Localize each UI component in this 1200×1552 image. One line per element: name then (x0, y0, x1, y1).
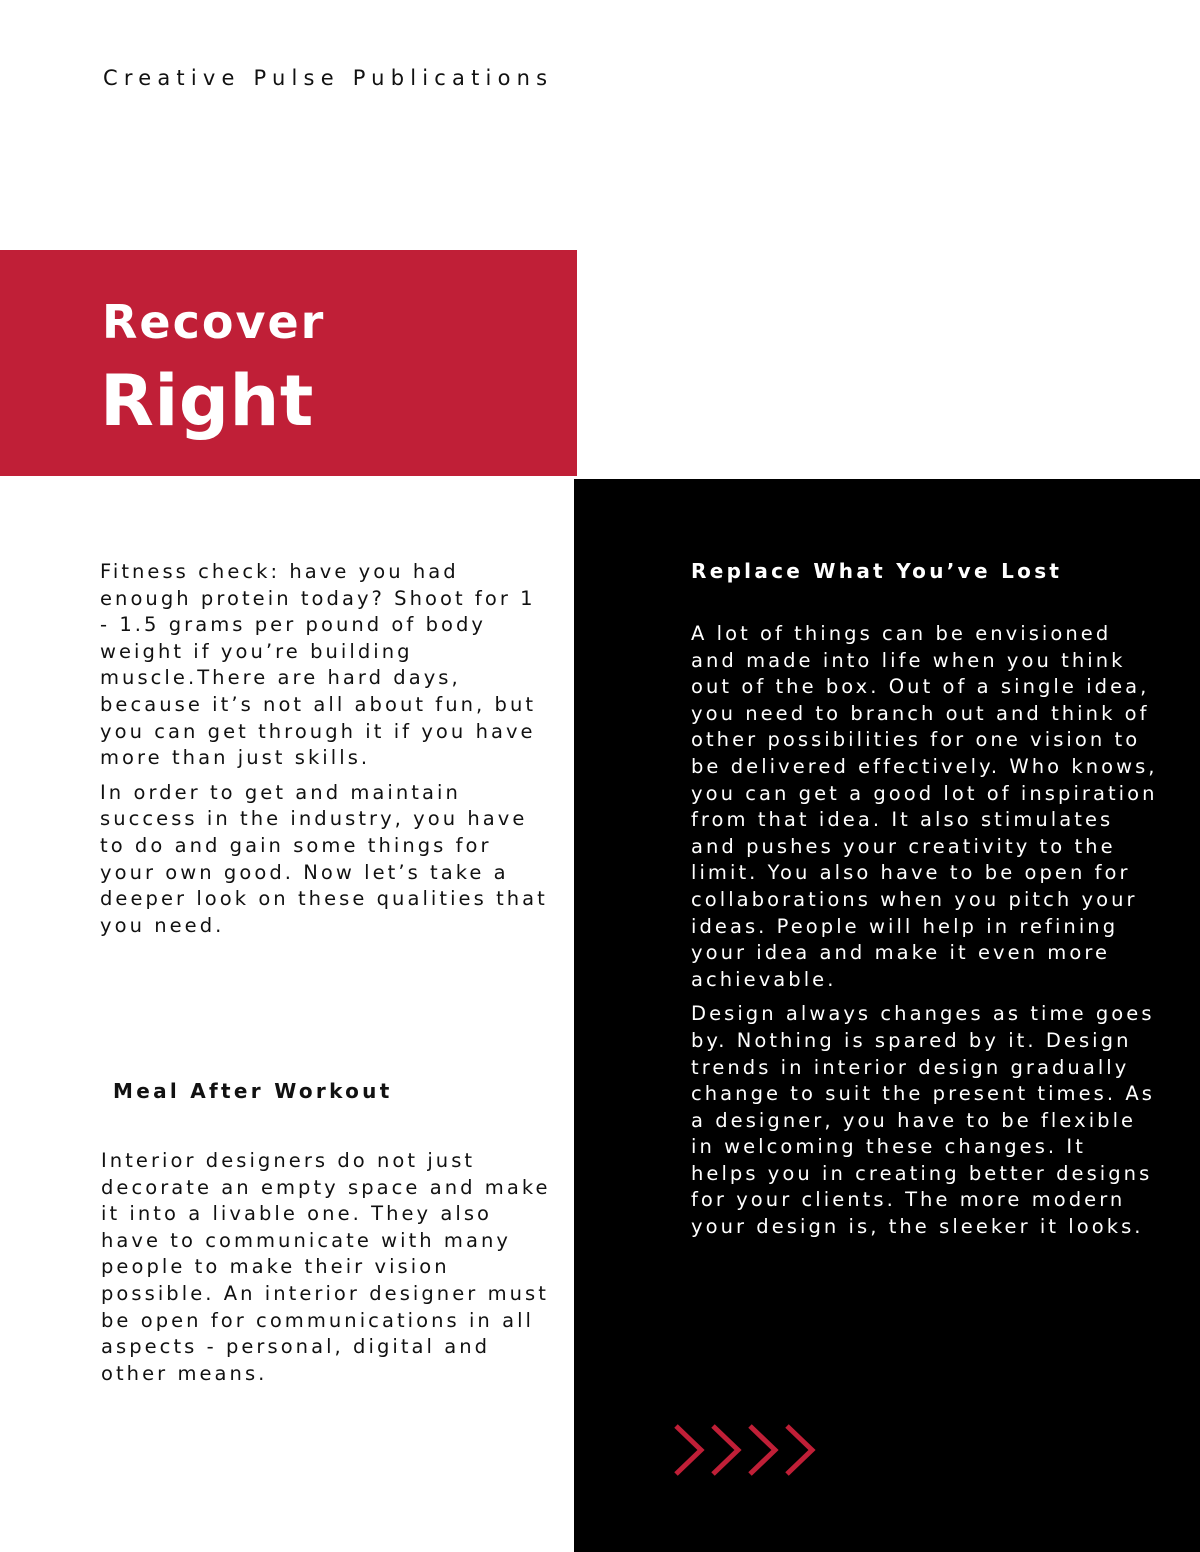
title-line-2: Right (100, 360, 314, 442)
replace-lost-heading: Replace What You’ve Lost (691, 559, 1063, 583)
intro-paragraph-1: Fitness check: have you had enough protein today? Shoot for 1 - 1.5 grams per pound of body weight if you’re building muscle.There are hard days, because it’s not all about fun, but you can get through it if you have more than just skills. (100, 560, 537, 770)
intro-section (100, 559, 550, 939)
meal-after-workout-heading-wrap (113, 1079, 563, 1103)
meal-after-workout-heading: Meal After Workout (113, 1079, 393, 1103)
chevron-right-icon (673, 1424, 823, 1476)
chevrons-decoration (673, 1424, 823, 1476)
meal-after-workout-paragraph: Interior designers do not just decorate an empty space and make it into a livable one. They also have to communicate with many people to make their vision possible. An interior designer must be open for communications in all aspects - personal, digital and other means. (101, 1149, 551, 1385)
replace-lost-paragraph-2: Design always changes as time goes by. Nothing is spared by it. Design trends in interior design gradually change to suit the present times. As a designer, you have to be flexible in welcoming these changes. It helps you in creating better designs for your clients. The more modern your design is, the sleeker it looks. (691, 1002, 1155, 1239)
replace-lost-heading-wrap (691, 559, 1161, 583)
publisher-name: Creative Pulse Publications (103, 66, 554, 90)
meal-after-workout-section (101, 1148, 551, 1387)
intro-paragraph-2: In order to get and maintain success in the industry, you have to do and gain some things for your own good. Now let’s take a deeper look on these qualities that you need. (100, 780, 548, 937)
replace-lost-paragraph-1: A lot of things can be envisioned and made into life when you think out of the box. Out of a single idea, you need to branch out and think of other possibilities for one vision to be delivered effectively. Who knows, you can get a good lot of inspiration from that idea. It also stimulates and pushes your creativity to the limit. You also have to be open for collaborations when you pitch your ideas. People will help in refining your idea and make it even more achievable. (691, 622, 1158, 991)
title-banner (0, 250, 577, 476)
replace-lost-section (691, 621, 1161, 1241)
title-line-1: Recover (102, 295, 326, 349)
